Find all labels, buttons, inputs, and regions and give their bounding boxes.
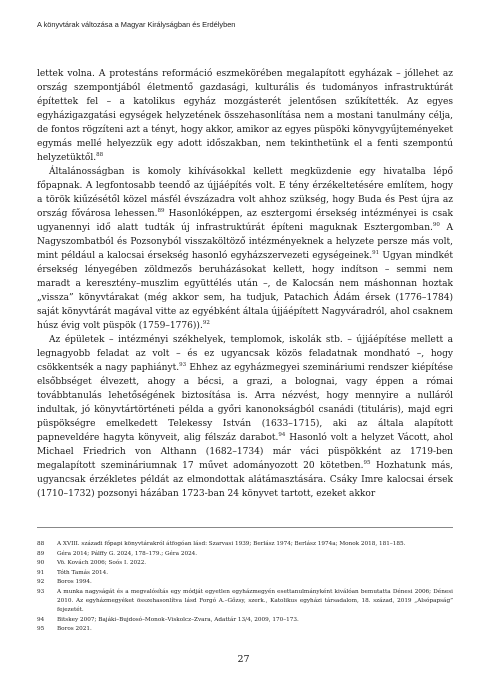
paragraph-text: Általánosságban is komoly kihívásokkal kellett megküzdenie egy hivatalba lépő főpapnak. A legfontosabb teendő az újjáépítés volt. E tény érzékeltetésére említem, hogy a török kiűzésétől közel másfél évszázadra volt ahhoz szükség, hogy Buda és Pest újra az ország fővárosa lehessen. xyxy=(37,167,453,219)
footnote-reference: 91 xyxy=(372,249,380,256)
paragraph-text: Hasonlóképpen, az esztergomi érsekség intézményei is csak ugyanennyi idő alatt tudták új infrastruktúrát építeni maguknak Esztergomban. xyxy=(37,209,453,233)
footnote-text: Boros 1994. xyxy=(57,579,92,586)
footnote-number: 91 xyxy=(37,569,45,576)
footnote-text: A XVIII. századi főpapi könyvtárakról átfogóan lásd: Szarvasi 1939; Berlász 1974; Berlász 1974a; Monok 2018, 181–185. xyxy=(57,541,406,547)
footnote-number: 94 xyxy=(37,616,45,623)
footnote-text: A munka nagyságát és a megvalósítás egy módját egyetlen egyházmegyén esettanulmányként kiválóan bemutatta Dénesi 2006; Dénesi 2010. Az egyházmegyéket összehasonlítva lásd Forgó A.–Gőzsy, szerk., Katolikus egyházi társadalom, 18. század, 2019 „Alsópapság” fejezetét. xyxy=(57,588,453,613)
footnote xyxy=(37,569,453,578)
paragraph-text: Ugyan mindkét érsekség lényegében zöldmezős beruházásokat kellett, hogy indítson – semmi nem maradt a keresztény–muszlim együttélés után –, de Kalocsán nem máshonnan hoztak „vissza” könyvtárakat (még akkor sem, ha tudjuk, Patachich Ádám érsek (1776–1784) saját könyvtárát magával vitte az egyébként általa újjáépített Nagyváradról, ahol csaknem húsz évig volt püspök (1759–1776)). xyxy=(37,251,454,331)
footnote xyxy=(37,616,453,625)
footnote-reference: 92 xyxy=(202,319,210,326)
running-head: A könyvtárak változása a Magyar Királyságban és Erdélyben xyxy=(37,20,236,29)
paragraph-text: Hozhatunk más, ugyancsak érzékletes példát az elmondottak alátámasztására. Csáky Imre kalocsai érsek (1710–1732) pozsonyi házában 1723-ban 24 könyvet tartott, ezeket akkor xyxy=(37,461,453,499)
footnote-divider xyxy=(37,527,453,528)
footnote-number: 88 xyxy=(37,541,45,547)
footnote-reference: 89 xyxy=(157,207,165,214)
footnote-text: Vö. Kovách 2006; Soós I. 2022. xyxy=(57,560,147,567)
footnote-reference: 94 xyxy=(278,431,286,438)
footnote xyxy=(37,588,453,615)
footnote-text: Géra 2014; Pálffy G. 2024, 178–179.; Géra 2024. xyxy=(57,550,198,557)
footnote xyxy=(37,550,453,559)
footnote-text: Bitskey 2007; Bajáki–Bujdosó–Monok–Viskolcz–Zvara, Adattár 13/4, 2009, 170–173. xyxy=(57,616,299,623)
footnote-reference: 95 xyxy=(363,459,371,466)
footnote-number: 89 xyxy=(37,550,45,557)
paragraph-text: Hasonló volt a helyzet Vácott, ahol Michael Friedrich von Althann (1682–1734) már váci püspökként az 1719-ben megalapított szemináriumnak 17 művet adományozott 20 kötetben. xyxy=(37,433,453,471)
footnote-reference: 93 xyxy=(179,361,187,368)
footnote-reference: 88 xyxy=(96,151,104,158)
paragraph-text: Az épületek – intézményi székhelyek, templomok, iskolák stb. – újjáépítése mellett a legnagyobb feladat az volt – és ez ugyancsak közös feladatnak mondható –, hogy csökkentsék a nagy paphiányt. xyxy=(37,335,453,373)
footnote-text: Tóth Tamás 2014. xyxy=(57,569,109,576)
footnote-number: 95 xyxy=(37,626,45,633)
paragraph-text: lettek volna. A protestáns reformáció eszmekörében megalapított egyházak – jóllehet az ország szempontjából életmentő gazdasági, kulturális és tudományos infrastruktúrát építettek fel – a katolikus egyház mozgásterét jelentősen szűkítették. Az egyes egyházigazgatási egységek helyzetének összehasonlítása nem a mostani tanulmány célja, de fontos rögzíteni azt a tényt, hogy akkor, amikor az egyes püspöki könyvgyűjteményeket egymás mellé helyezzük egy adott időszakban, nem tekinthetünk el a fenti szempontú helyzetüktől. xyxy=(37,69,453,163)
body-paragraph xyxy=(37,67,453,165)
footnote-number: 92 xyxy=(37,579,45,586)
body-paragraph xyxy=(37,165,453,333)
page-number: 27 xyxy=(237,654,250,665)
footnote-number: 90 xyxy=(37,560,45,567)
footnote xyxy=(37,578,453,587)
footnote-number: 93 xyxy=(37,588,45,595)
paragraph-text: Ehhez az egyházmegyei szemináriumi rendszer kiépítése elsőbbséget élvezett, ahogy a bécsi, a grazi, a bolognai, vagy éppen a római továbbtanulás lehetőségének biztosítása is. Arra nézvést, hogy mennyire a nulláról indultak, jó könyvtártörténeti példa a győri kanonokságból csanádi (tituláris), majd egri püspökségre emelkedett Telekessy István (1633–1715), aki az általa alapított papneveldére hagyta könyveit, alig félszáz darabot. xyxy=(37,363,453,443)
footnote-text: Boros 2021. xyxy=(57,626,92,633)
footnote xyxy=(37,540,453,549)
footnote xyxy=(37,559,453,568)
footnotes xyxy=(37,540,453,635)
footnote xyxy=(37,625,453,634)
body-paragraph xyxy=(37,333,453,501)
paragraph-text: A Nagyszombatból és Pozsonyból visszaköltöző intézményeknek a helyzete persze más volt, mint például a kalocsai érsekség hasonló egyházszervezeti egységeinek. xyxy=(37,223,453,261)
footnote-reference: 90 xyxy=(432,221,440,228)
body-text xyxy=(37,67,453,501)
